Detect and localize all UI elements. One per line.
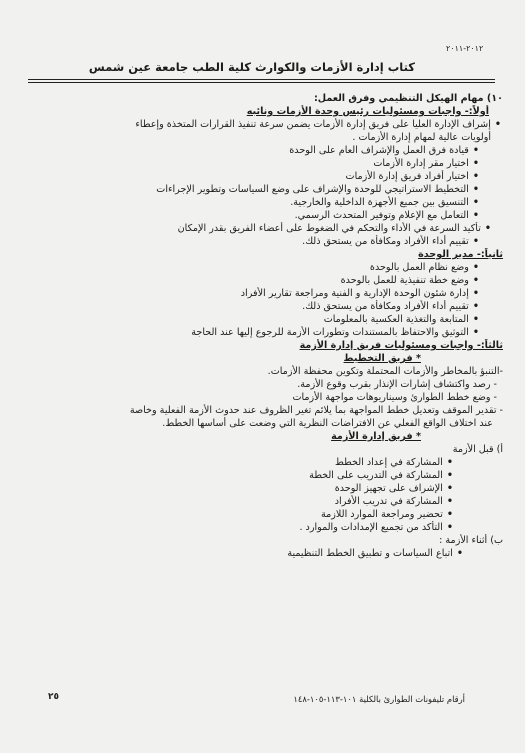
bullet-item: • المشاركة في تدريب الأفراد xyxy=(22,495,503,508)
bullet-item: • التعامل مع الإعلام وتوفير المتحدث الرسمي. xyxy=(22,209,503,222)
bullet-item: • إدارة شئون الوحدة الإدارية و الفنية ومراجعة تقارير الأفراد xyxy=(22,287,503,300)
text-line: - رصد واكتشاف إشارات الإنذار بقرب وقوع الأزمة. xyxy=(297,379,497,390)
text-line: - تقدير الموقف وتعديل خطط المواجهة بما يلائم تغير الظروف عند حدوث الأزمة الفعلية وخاصة xyxy=(129,405,503,416)
section-heading: ثالثاً:- واجبات ومسئوليات فريق إدارة الأزمة xyxy=(299,340,503,351)
section-heading: * فريق إدارة الأزمة xyxy=(331,431,421,442)
text-line: أ) قبل الأزمة xyxy=(452,444,503,455)
header-rule xyxy=(28,79,495,80)
header-title: كتاب إدارة الأزمات والكوارث كلية الطب جامعة عين شمس xyxy=(88,60,415,74)
bullet-item: • التنسيق بين جميع الأجهزة الداخلية والخارجية. xyxy=(22,196,503,209)
bullet-item: • التأكد من تجميع الإمدادات والموارد . xyxy=(22,521,503,534)
text-line: -التنبؤ بالمخاطر والأزمات المحتملة وتكوين محفظة الأزمات. xyxy=(267,366,503,377)
bullet-item: • اتباع السياسات و تطبيق الخطط التنظيمية xyxy=(22,547,503,560)
document-body xyxy=(22,92,503,560)
page-number: ٢٥ xyxy=(48,692,59,702)
bullet-item: • وضع خطة تنفيذية للعمل بالوحدة xyxy=(22,274,503,287)
bullet-item: • المتابعة والتغذية العكسية بالمعلومات xyxy=(22,313,503,326)
text-line: - وضع خطط الطوارئ وسيناريوهات مواجهة الأزمات xyxy=(292,392,497,403)
footer-phone-note: أرقام تليفونات الطوارئ بالكلية ١٠١-١١٣-١٠٥-١٤٨ xyxy=(293,694,465,704)
bullet-item: • وضع نظام العمل بالوحدة xyxy=(22,261,503,274)
header-year: ٢٠١٢-٢٠١١ xyxy=(446,44,484,53)
bullet-item: • اختيار أفراد فريق إدارة الأزمات xyxy=(22,170,503,183)
bullet-item: • التخطيط الاستراتيجي للوحدة والإشراف على وضع السياسات وتطوير الإجراءات xyxy=(22,183,503,196)
bullet-item: • التوثيق والاحتفاظ بالمستندات وتطورات الأزمة للرجوع إليها عند الحاجة xyxy=(22,326,503,339)
section-heading: ١٠) مهام الهيكل التنظيمي وفرق العمل: xyxy=(313,93,503,104)
bullet-item: • المشاركة في التدريب على الخطة xyxy=(22,469,503,482)
text-line: ب) أثناء الأزمة : xyxy=(439,535,503,546)
text-line: أولويات عالية لمهام إدارة الأزمات . xyxy=(352,132,491,143)
bullet-item: • إشراف الإدارة العليا على فريق إدارة الأزمات يضمن سرعة تنفيذ القرارات المتخذة وإعطاء xyxy=(22,118,503,131)
section-heading: * فريق التخطيط xyxy=(343,353,421,364)
bullet-item: • تأكيد السرعة في الأداء والتحكم في الضغوط على أعضاء الفريق بقدر الإمكان xyxy=(22,222,503,235)
bullet-item: • تقييم أداء الأفراد ومكافأة من يستحق ذلك. xyxy=(22,235,503,248)
bullet-item: • قيادة فرق العمل والإشراف العام على الوحدة xyxy=(22,144,503,157)
text-line: عند اختلاف الواقع الفعلي عن الافتراضات النظرية التي وضعت على أساسها الخطط. xyxy=(162,418,493,429)
bullet-item: • تحضير ومراجعة الموارد اللازمة xyxy=(22,508,503,521)
section-heading: أولاً:- واجبات ومسئوليات رئيس وحدة الأزمات ونائبه xyxy=(246,106,489,117)
section-heading: ثانياً:- مدير الوحدة xyxy=(418,249,503,260)
bullet-item: • اختيار مقر إدارة الأزمات xyxy=(22,157,503,170)
bullet-item: • الإشراف على تجهيز الوحدة xyxy=(22,482,503,495)
bullet-item: • تقييم أداء الأفراد ومكافأة من يستحق ذلك. xyxy=(22,300,503,313)
header-rule-thin xyxy=(28,82,495,83)
bullet-item: • المشاركة في إعداد الخطط xyxy=(22,456,503,469)
